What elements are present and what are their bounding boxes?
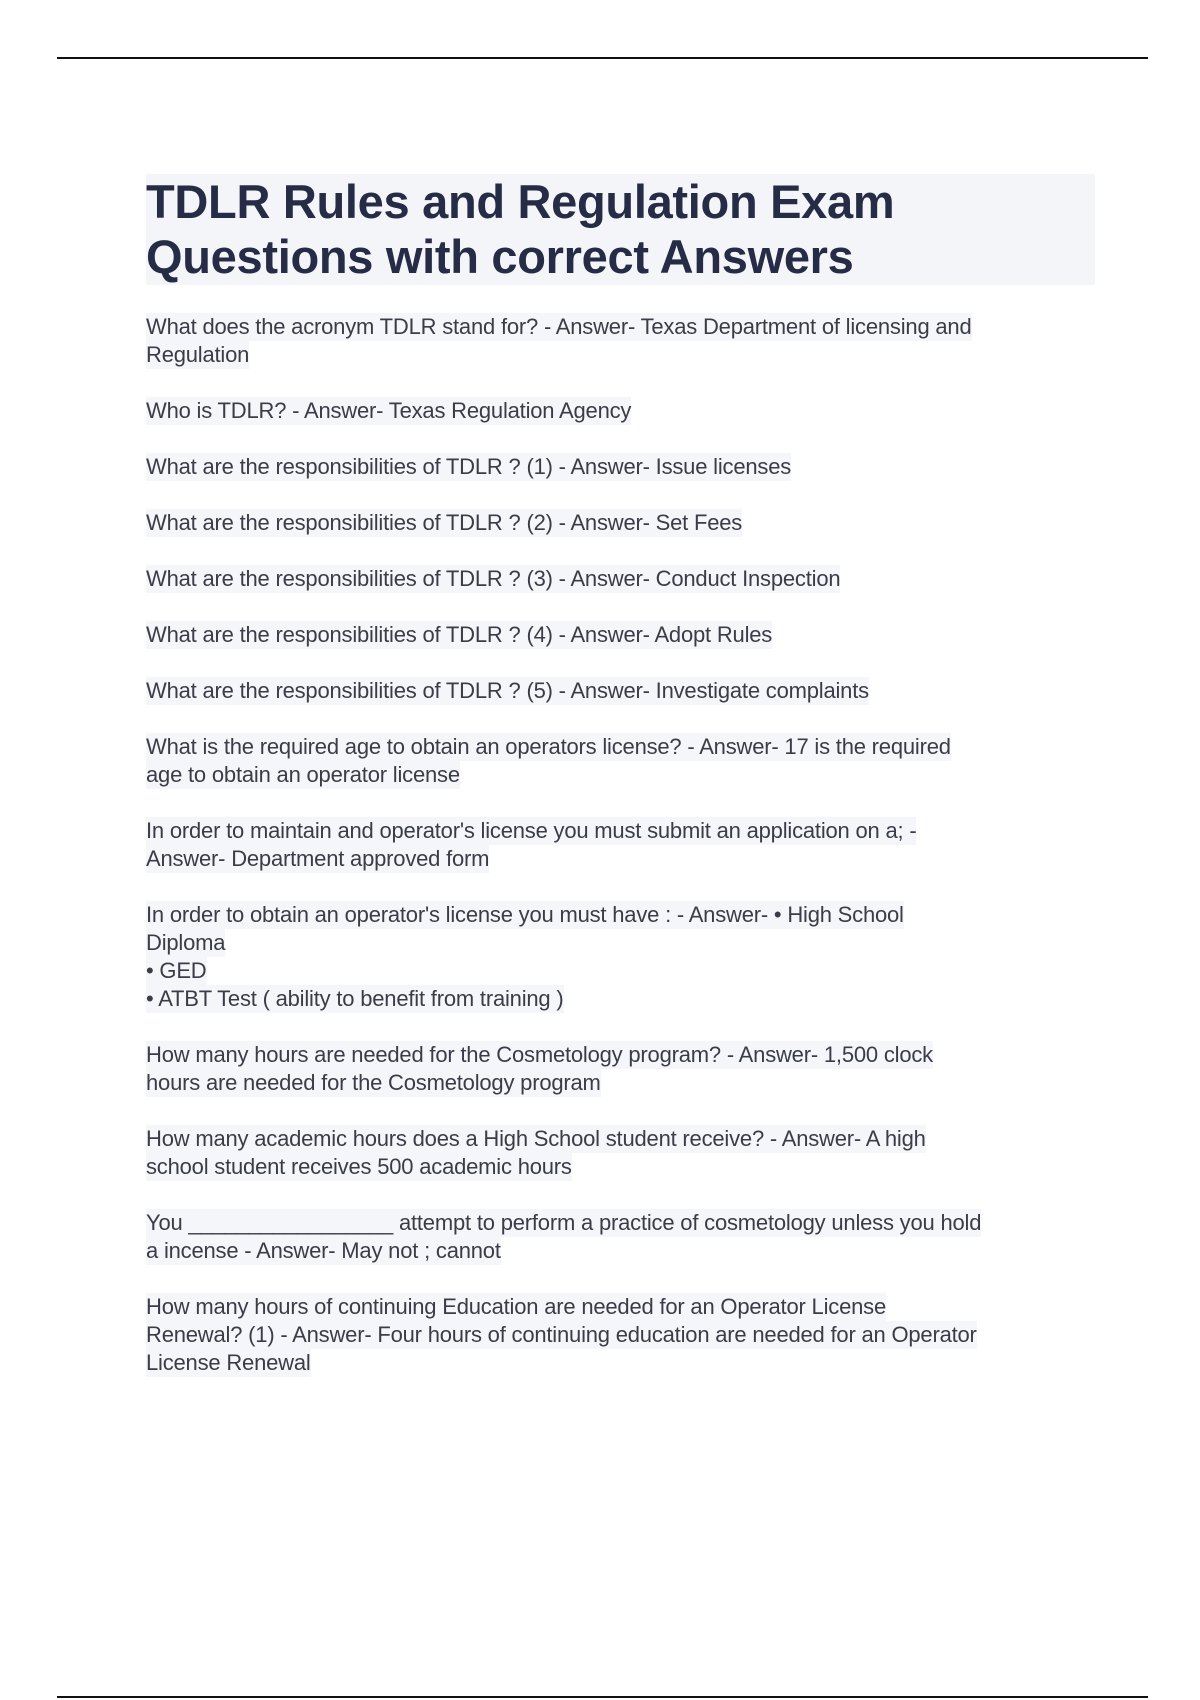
qa-line: In order to obtain an operator's license you must have : - Answer- • High School <box>146 902 904 927</box>
qa-item <box>146 817 1106 873</box>
qa-line: hours are needed for the Cosmetology program <box>146 1070 601 1095</box>
qa-item <box>146 313 1106 369</box>
qa-line: Regulation <box>146 342 250 367</box>
qa-item <box>146 733 1106 789</box>
title-line: TDLR Rules and Regulation Exam <box>146 175 895 228</box>
header-rule <box>57 57 1148 59</box>
qa-list <box>146 313 1106 1405</box>
qa-line: age to obtain an operator license <box>146 762 460 787</box>
qa-line: • ATBT Test ( ability to benefit from training ) <box>146 986 564 1011</box>
qa-item <box>146 1293 1106 1377</box>
qa-line: a incense - Answer- May not ; cannot <box>146 1238 501 1263</box>
qa-item <box>146 397 1106 425</box>
qa-item <box>146 565 1106 593</box>
qa-line: How many hours of continuing Education are needed for an Operator License <box>146 1294 886 1319</box>
qa-line: What are the responsibilities of TDLR ? (3) - Answer- Conduct Inspection <box>146 566 841 591</box>
qa-line: You _________________ attempt to perform a practice of cosmetology unless you hold <box>146 1210 982 1235</box>
qa-line: What is the required age to obtain an operators license? - Answer- 17 is the required <box>146 734 951 759</box>
qa-line: What are the responsibilities of TDLR ? (2) - Answer- Set Fees <box>146 510 743 535</box>
qa-item <box>146 621 1106 649</box>
qa-line: • GED <box>146 958 207 983</box>
qa-line: How many hours are needed for the Cosmetology program? - Answer- 1,500 clock <box>146 1042 933 1067</box>
qa-item <box>146 453 1106 481</box>
qa-line: school student receives 500 academic hours <box>146 1154 572 1179</box>
qa-line: What does the acronym TDLR stand for? - Answer- Texas Department of licensing and <box>146 314 972 339</box>
qa-item <box>146 1041 1106 1097</box>
qa-item <box>146 509 1106 537</box>
footer-rule <box>57 1696 1148 1698</box>
qa-line: Diploma <box>146 930 226 955</box>
title-line: Questions with correct Answers <box>146 230 854 283</box>
qa-item <box>146 1125 1106 1181</box>
qa-line: What are the responsibilities of TDLR ? (4) - Answer- Adopt Rules <box>146 622 773 647</box>
qa-line: License Renewal <box>146 1350 311 1375</box>
qa-line: What are the responsibilities of TDLR ? (5) - Answer- Investigate complaints <box>146 678 869 703</box>
qa-item <box>146 1209 1106 1265</box>
qa-item <box>146 677 1106 705</box>
qa-line: In order to maintain and operator's license you must submit an application on a; - <box>146 818 917 843</box>
qa-line: Renewal? (1) - Answer- Four hours of continuing education are needed for an Operator <box>146 1322 977 1347</box>
qa-line: How many academic hours does a High School student receive? - Answer- A high <box>146 1126 926 1151</box>
qa-item <box>146 901 1106 1013</box>
qa-line: Answer- Department approved form <box>146 846 490 871</box>
qa-line: Who is TDLR? - Answer- Texas Regulation Agency <box>146 398 632 423</box>
qa-line: What are the responsibilities of TDLR ? (1) - Answer- Issue licenses <box>146 454 792 479</box>
document-title <box>146 174 1095 285</box>
